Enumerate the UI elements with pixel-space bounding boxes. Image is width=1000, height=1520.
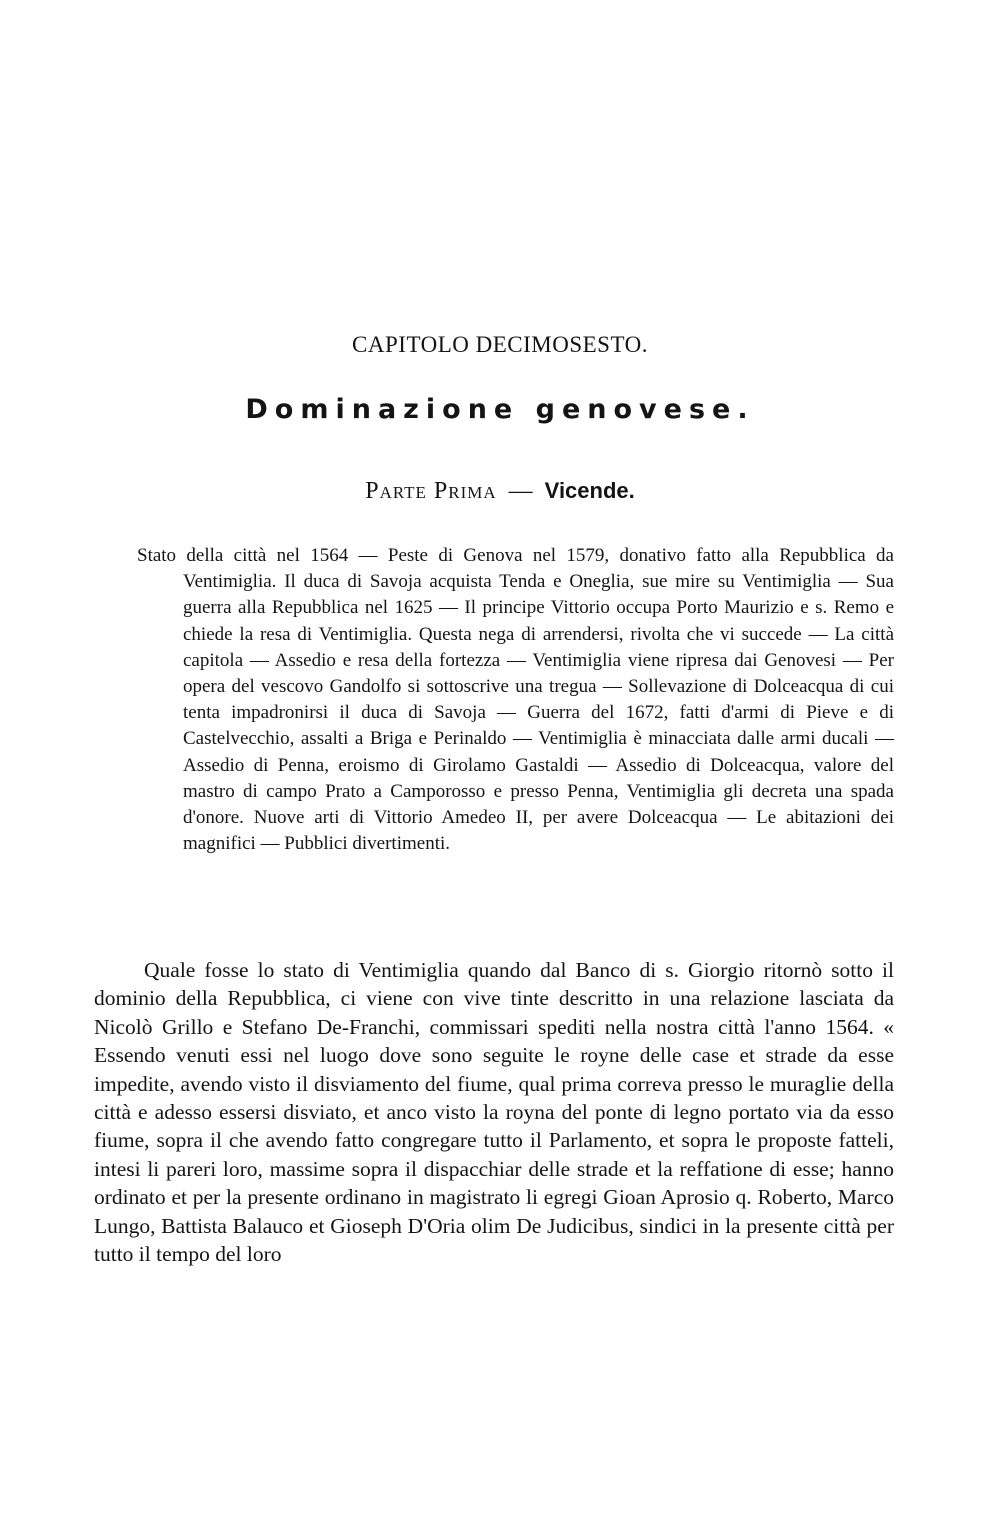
- chapter-summary: Stato della città nel 1564 — Peste di Genova nel 1579, donativo fatto alla Repubblica da Ventimiglia. Il duca di Savoja acquista Tenda e Oneglia, sue mire su Ventimiglia — Sua guerra alla Repubblica nel 1625 — Il principe Vittorio occupa Porto Maurizio e s. Remo e chiede la resa di Ventimiglia. Questa nega di arrendersi, rivolta che vi succede — La città capitola — Assedio e resa della fortezza — Ventimiglia viene ripresa dai Genovesi — Per opera del vescovo Gandolfo si sottoscrive una tregua — Sollevazione di Dolceacqua di cui tenta impadronirsi il duca di Savoja — Guerra del 1672, fatti d'armi di Pieve e di Castelvecchio, assalti a Briga e Perinaldo — Ventimiglia è minacciata dalle armi ducali — Assedio di Penna, eroismo di Girolamo Gastaldi — Assedio di Dolceacqua, valore del mastro di campo Prato a Camporosso e presso Penna, Ventimiglia gli decreta una spada d'onore. Nuove arti di Vittorio Amedeo II, per avere Dolceacqua — Le abitazioni dei magnifici — Pubblici divertimenti.: [137, 545, 894, 855]
- part-dash: —: [508, 478, 533, 504]
- part-label: Parte Prima: [365, 478, 497, 504]
- part-heading: [0, 476, 1000, 506]
- chapter-heading: CAPITOLO DECIMOSESTO.: [352, 332, 648, 357]
- part-subtitle: Vicende.: [544, 478, 635, 503]
- page-title: Dominazione genovese.: [245, 394, 755, 425]
- body-paragraph: Quale fosse lo stato di Ventimiglia quando dal Banco di s. Giorgio ritornò sotto il dominio della Repubblica, ci viene con vive tinte descritto in una relazione lasciata da Nicolò Grillo e Stefano De-Franchi, commissari spediti nella nostra città l'anno 1564. « Essendo venuti essi nel luogo dove sono seguite le royne delle case et strade da esse impedite, avendo visto il disviamento del fiume, qual prima correva presso le muraglie della città e adesso essersi disviato, et anco visto la royna del ponte di legno portato via da esso fiume, sopra il che avendo fatto congregare tutto il Parlamento, et sopra le proposte fatteli, intesi li pareri loro, massime sopra il dispacchiar delle strade et la reffatione di esse; hanno ordinato et per la presente ordinano in magistrato li egregi Gioan Aprosio q. Roberto, Marco Lungo, Battista Balauco et Gioseph D'Oria olim De Judicibus, sindici in la presente città per tutto il tempo del loro: [94, 958, 894, 1267]
